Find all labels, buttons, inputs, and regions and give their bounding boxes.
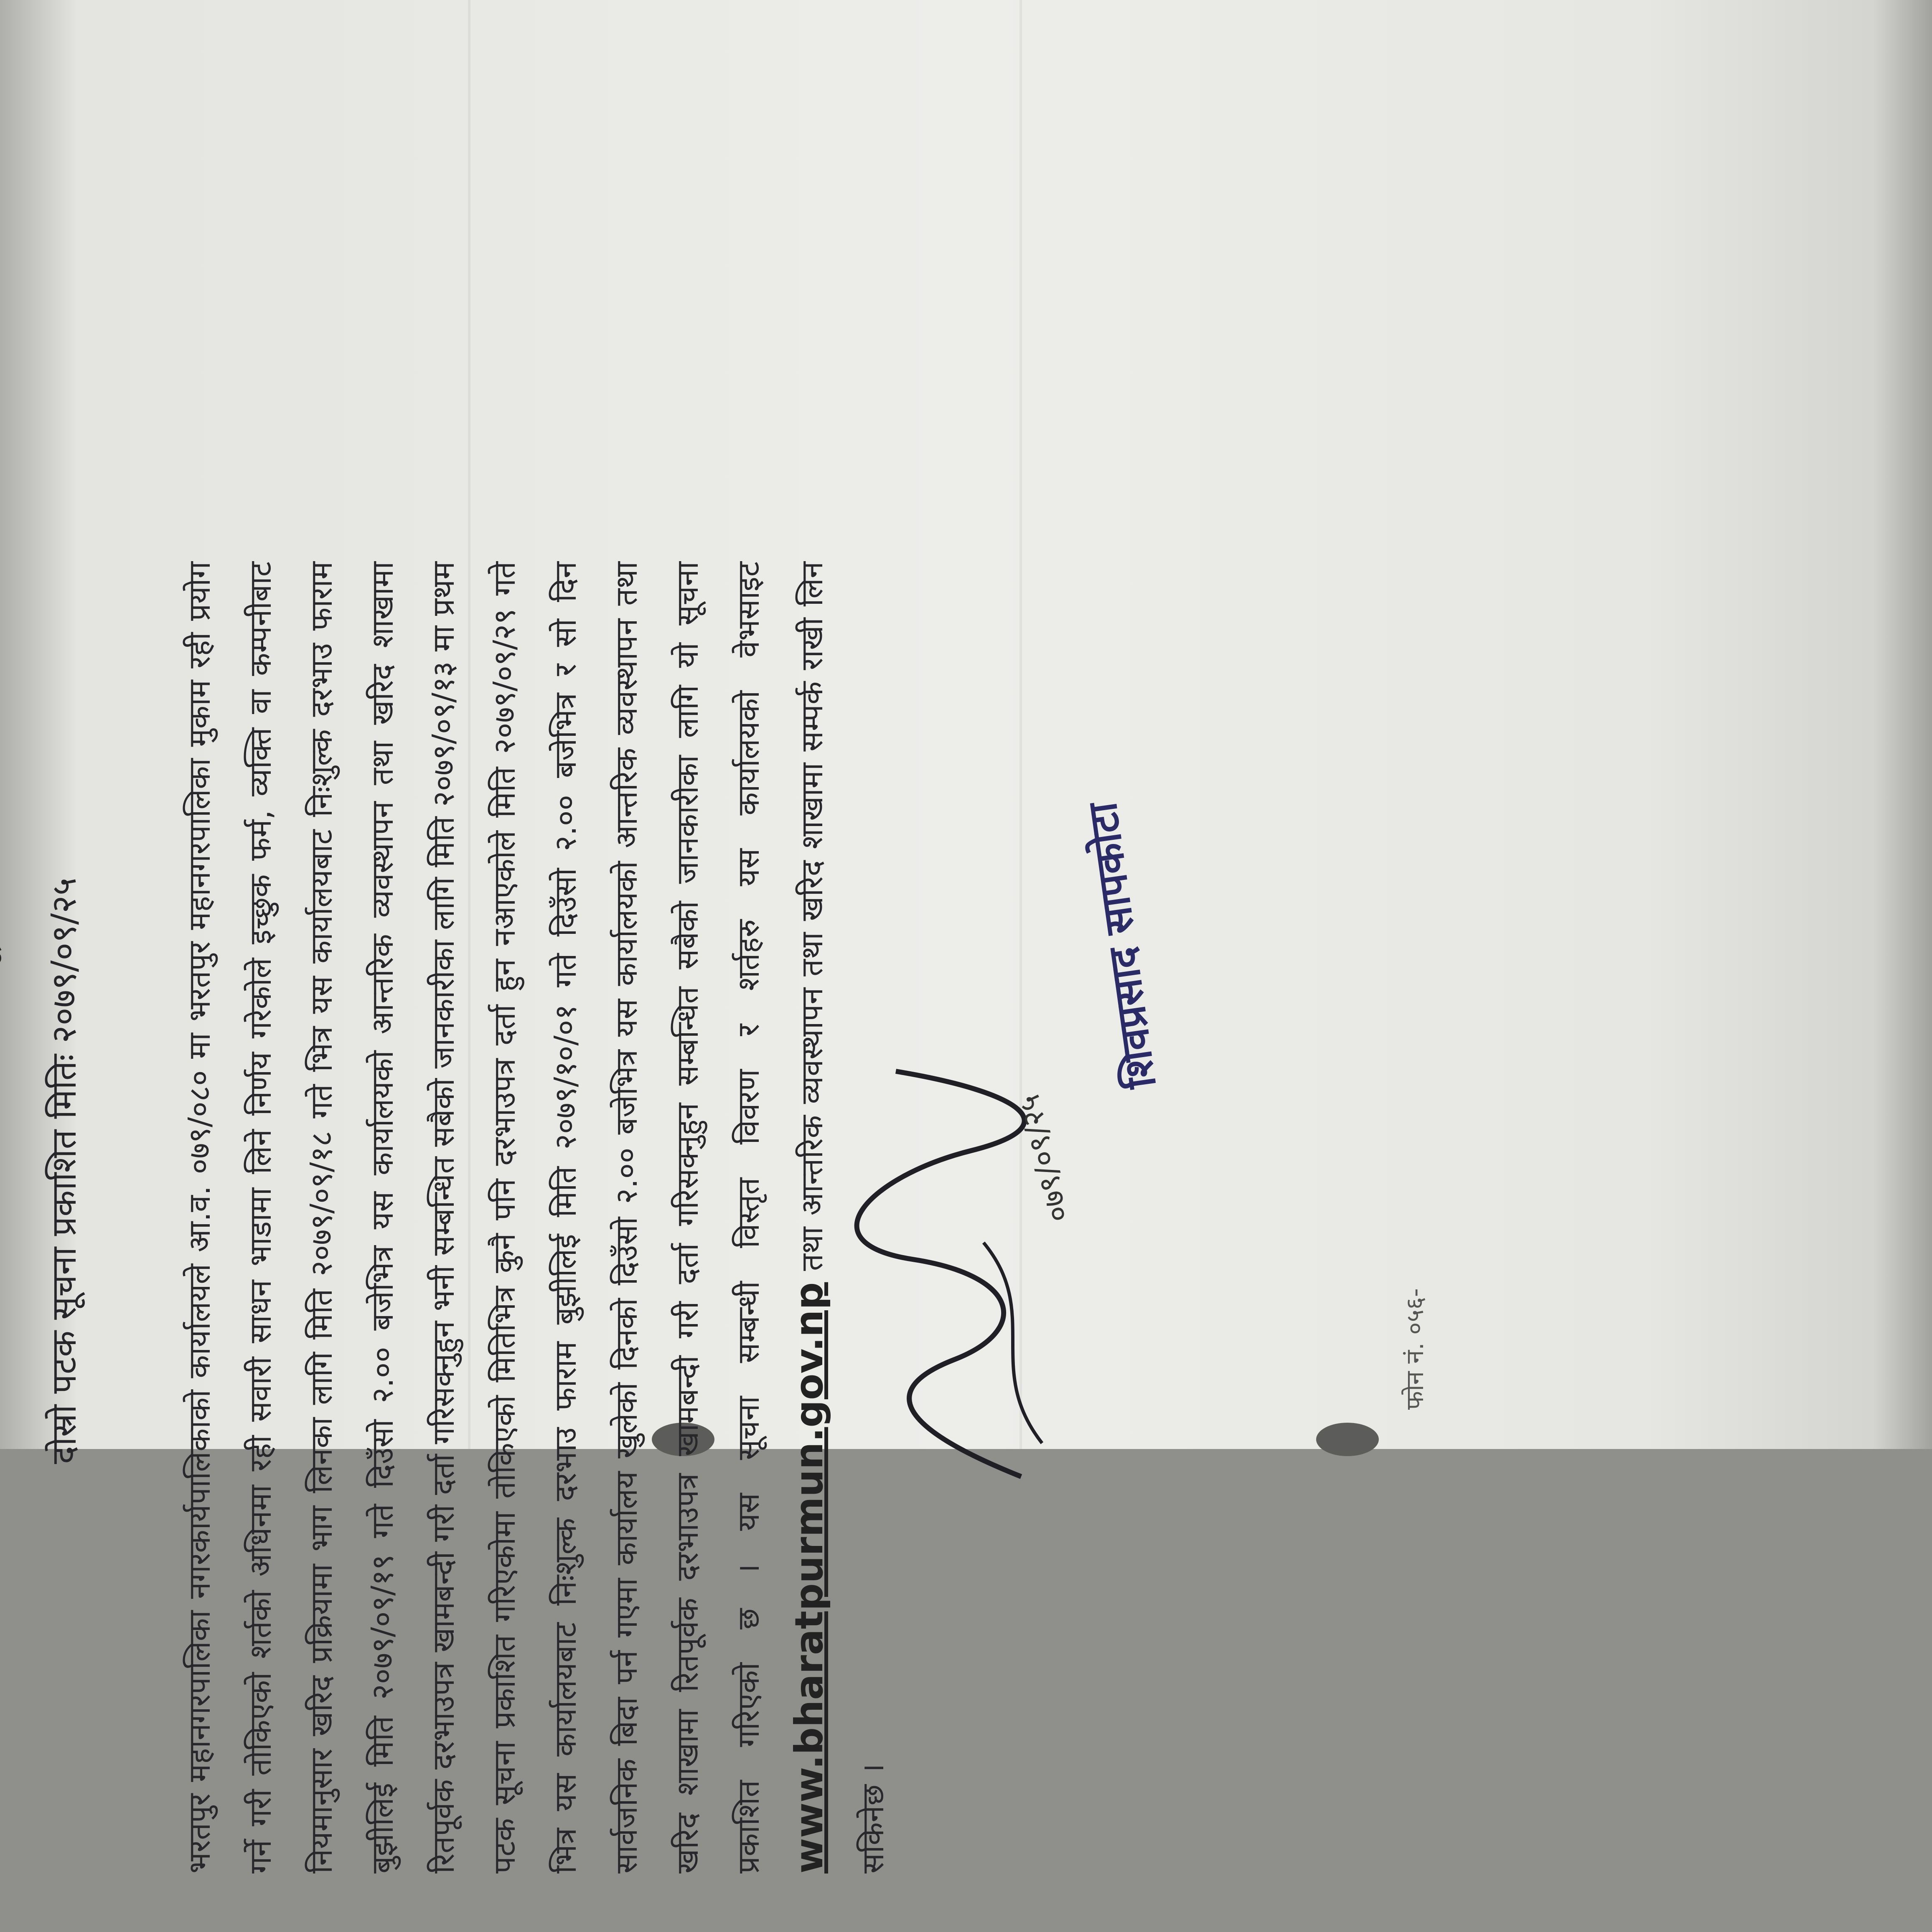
notice-body-text: भरतपुर महानगरपालिका नगरकार्यपालिकाको कार्यालयले आ.व. ०७९/०८० मा भरतपुर महानगरपालिका मुकाम रही प्रयोग गर्ने गरी तोकिएको शर्तको अधिनमा रही सवारी साधन भाडामा लिने निर्णय गरेकोले इच्छुक फर्म, व्यक्ति वा कम्पनीबाट नियमानुसार खरिद प्रक्रियामा भाग लिनका लागि मिति २०७९/०९/१८ गते भित्र यस कार्यालयबाट निःशुल्क दरभाउ फाराम बुझीलिई मिति २०७९/०९/१९ गते दिउँसो २.०० बजेभित्र यस कार्यालयको आन्तरिक व्यवस्थापन तथा खरिद शाखामा रितपूर्वक दरभाउपत्र खामबन्दी गरी दर्ता गरिसक्नुहुन भनी सम्बन्धित सबैको जानकारीका लागि मिति २०७९/०९/१३ मा प्रथम पटक सूचना प्रकाशित गरिएकोमा तोकिएको मितिभित्र कुनै पनि दरभाउपत्र दर्ता हुन नआएकोले मिति २०७९/०९/२९ गते भित्र यस कार्यालयबाट निःशुल्क दरभाउ फाराम बुझीलिई मिति २०७९/१०/०१ गते दिउँसो २.०० बजेभित्र र सो दिन सार्वजनिक बिदा पर्न गएमा कार्यालय खुलेको दिनको दिउँसो २.०० बजेभित्र यस कार्यालयको आन्तरिक व्यवस्थापन तथा खरिद शाखामा रितपूर्वक दरभाउपत्र खामबन्दी गरी दर्ता गरिसक्नुहुन सम्बन्धित सबैको जानकारीका लागि यो सूचना प्रकाशित गरिएको छ । यस सूचना सम्बन्धी विस्तृत विवरण र शर्तहरु यस कार्यालयको वेभसाइट [182, 562, 766, 1874]
footer-contact: फोन नं. ०५६- [1401, 1288, 1429, 1410]
publication-date-line: दोस्रो पटक सूचना प्रकाशित मितिः २०७९/०९/२५ [44, 877, 84, 1464]
signatory-stamp: शिवप्रसाद सापकोटा [1078, 799, 1165, 1091]
notice-body [169, 562, 903, 1874]
signature-date: ०७९/०९/२५ [1011, 1091, 1076, 1226]
page-edge-shadow [1874, 0, 1932, 1449]
website-link[interactable]: www.bharatpurmun.gov.np [787, 1282, 831, 1874]
notice-body-text-after: तथा आन्तरिक व्यवस्थापन तथा खरिद शाखामा सम्पर्क राखी लिन सकिनेछ । [794, 562, 890, 1874]
notice-subject [0, 878, 3, 1410]
notice-document [0, 483, 1449, 1932]
